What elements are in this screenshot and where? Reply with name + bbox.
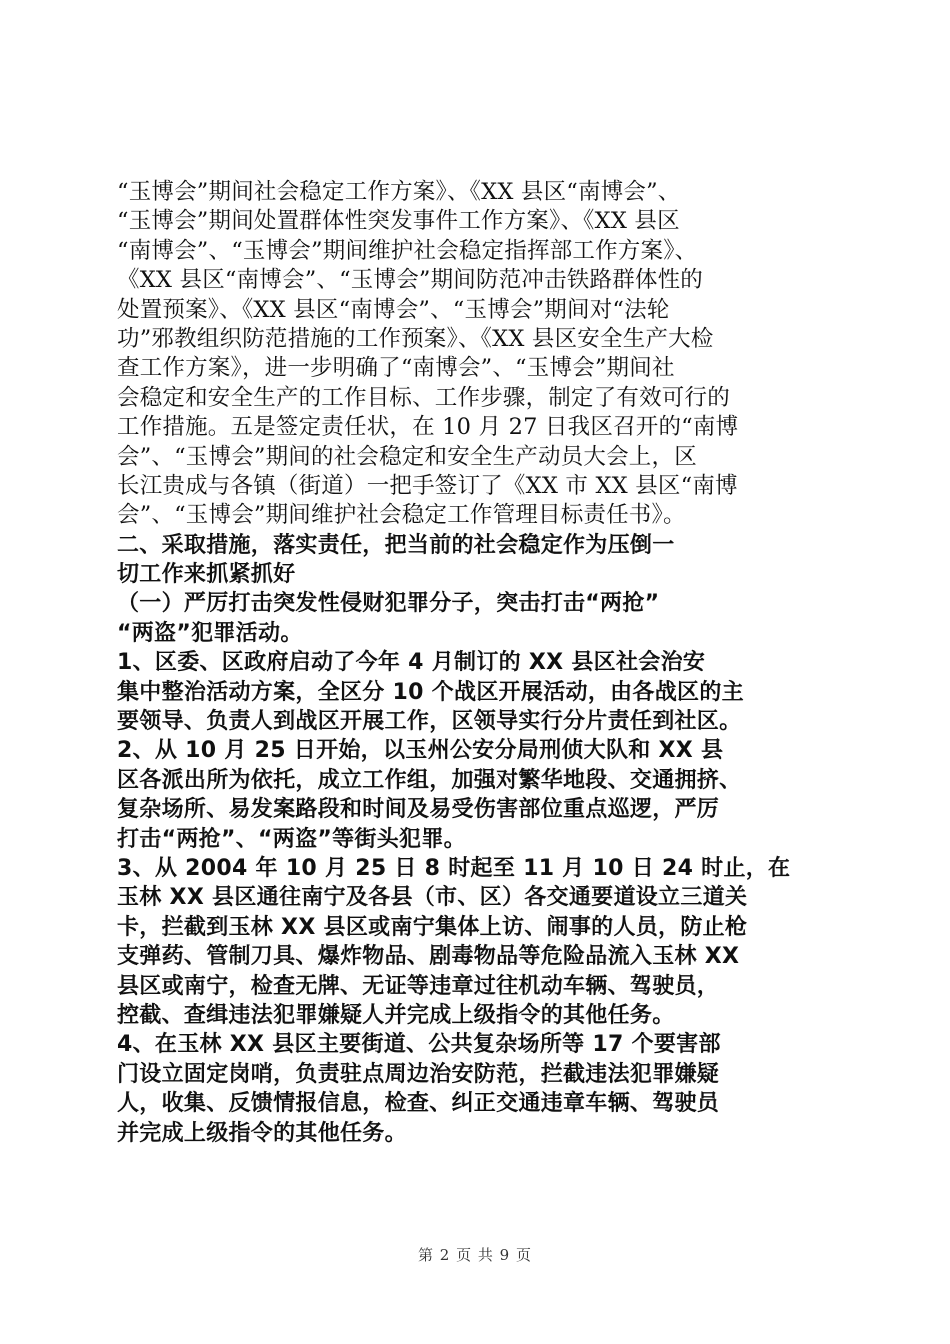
paragraph [117, 648, 830, 736]
text-line: 4、在玉林 XX 县区主要街道、公共复杂场所等 17 个要害部 [117, 1032, 721, 1058]
document-body [117, 178, 830, 1148]
paragraph [117, 531, 830, 590]
text-line: 会稳定和安全生产的工作目标、工作步骤，制定了有效可行的 [117, 384, 730, 411]
text-line: “玉博会”期间社会稳定工作方案》、《XX 县区“南博会”、 [117, 179, 681, 205]
text-line: 门设立固定岗哨，负责驻点周边治安防范，拦截违法犯罪嫌疑 [117, 1061, 720, 1087]
text-line: 玉林 XX 县区通往南宁及各县（市、区）各交通要道设立三道关 [117, 885, 748, 911]
paragraph [117, 736, 830, 854]
text-line: “玉博会”期间处置群体性突发事件工作方案》、《XX 县区 [117, 208, 680, 235]
body-text [117, 178, 830, 1148]
text-line: 3、从 2004 年 10 月 25 日 8 时起至 11 月 10 日 24 时止，在 [117, 855, 791, 881]
text-line: 卡，拦截到玉林 XX 县区或南宁集体上访、闹事的人员，防止枪 [117, 914, 748, 940]
text-line: 切工作来抓紧抓好 [117, 562, 296, 588]
text-line: 工作措施。五是签定责任状，在 10 月 27 日我区召开的“南博 [117, 414, 739, 441]
text-line: 《XX 县区“南博会”、“玉博会”期间防范冲击铁路群体性的 [117, 267, 703, 294]
paragraph [117, 1030, 830, 1148]
text-line: 支弹药、管制刀具、爆炸物品、剧毒物品等危险品流入玉林 XX [117, 944, 740, 970]
text-line: 1、区委、区政府启动了今年 4 月制订的 XX 县区社会治安 [117, 650, 706, 676]
text-line: 功”邪教组织防范措施的工作预案》、《XX 县区安全生产大检 [117, 325, 714, 352]
text-line: 要领导、负责人到战区开展工作，区领导实行分片责任到社区。 [117, 709, 742, 735]
paragraph [117, 589, 830, 648]
text-line: 长江贵成与各镇（街道）一把手签订了《XX 市 XX 县区“南博 [117, 472, 738, 499]
text-line: 会”、“玉博会”期间维护社会稳定工作管理目标责任书》。 [117, 502, 686, 529]
page-footer: 第 2 页 共 9 页 [418, 1246, 532, 1264]
paragraph [117, 854, 830, 1030]
text-line: 控截、查缉违法犯罪嫌疑人并完成上级指令的其他任务。 [117, 1002, 675, 1028]
text-line: 处置预案》、《XX 县区“南博会”、“玉博会”期间对“法轮 [117, 296, 670, 323]
text-line: 会”、“玉博会”期间的社会稳定和安全生产动员大会上，区 [117, 443, 697, 470]
text-line: 并完成上级指令的其他任务。 [117, 1120, 407, 1146]
text-line: 县区或南宁，检查无牌、无证等违章过往机动车辆、驾驶员， [117, 973, 720, 999]
text-line: 区各派出所为依托，成立工作组，加强对繁华地段、交通拥挤、 [117, 767, 742, 793]
text-line: 复杂场所、易发案路段和时间及易受伤害部位重点巡逻，严厉 [117, 797, 720, 823]
text-line: （一）严厉打击突发性侵财犯罪分子，突击打击“两抢” [117, 591, 660, 617]
paragraph [117, 178, 830, 531]
text-line: “南博会”、“玉博会”期间维护社会稳定指挥部工作方案》、 [117, 237, 698, 264]
text-line: 集中整治活动方案，全区分 10 个战区开展活动，由各战区的主 [117, 679, 744, 705]
text-line: “两盗”犯罪活动。 [117, 620, 303, 646]
text-line: 查工作方案》，进一步明确了“南博会”、“玉博会”期间社 [117, 355, 675, 382]
text-line: 二、采取措施，落实责任，把当前的社会稳定作为压倒一 [117, 532, 675, 558]
text-line: 人，收集、反馈情报信息，检查、纠正交通违章车辆、驾驶员 [117, 1091, 720, 1117]
text-line: 打击“两抢”、“两盗”等街头犯罪。 [117, 826, 466, 852]
text-line: 2、从 10 月 25 日开始，以玉州公安分局刑侦大队和 XX 县 [117, 738, 724, 764]
